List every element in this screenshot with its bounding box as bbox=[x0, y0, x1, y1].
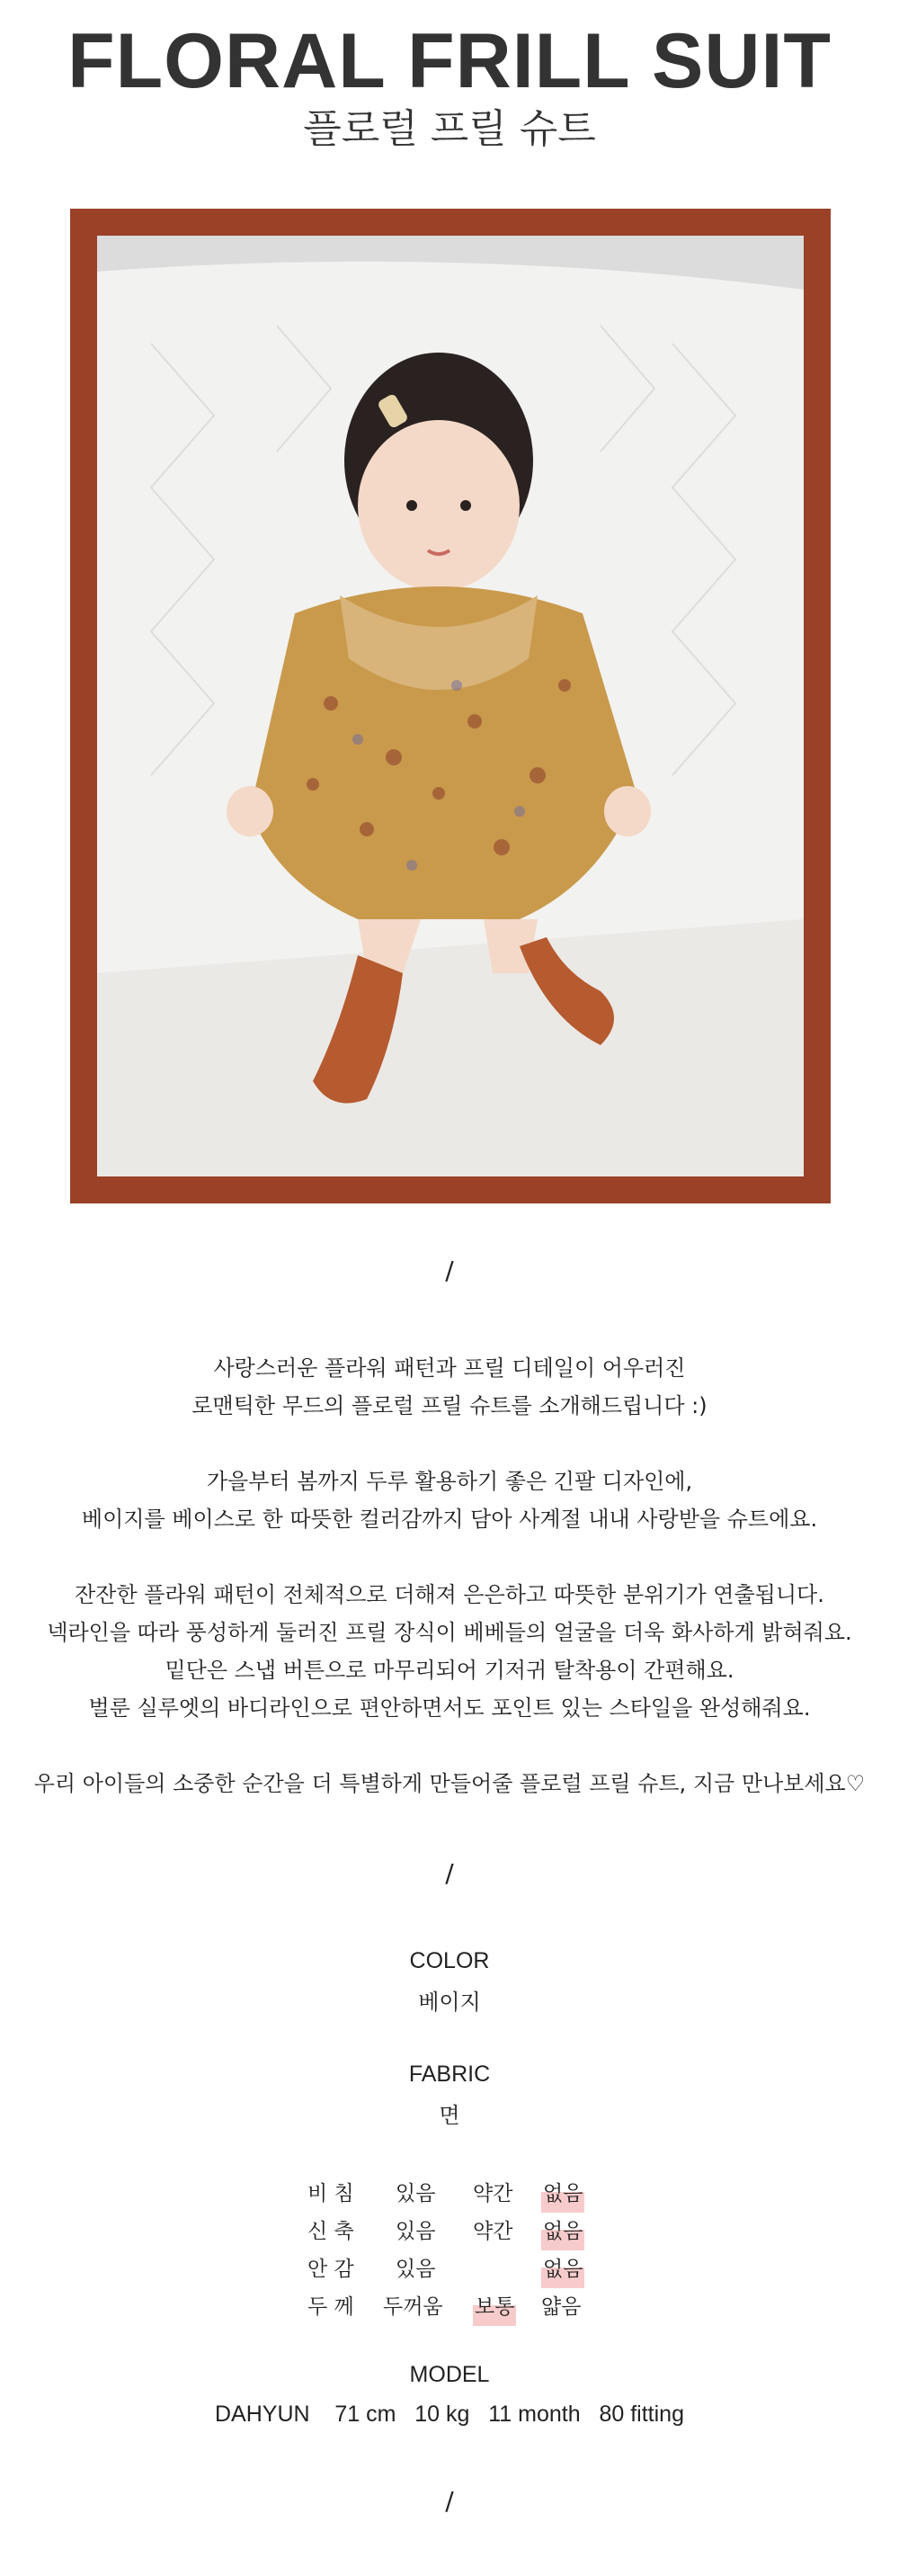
spec-option: 있음 bbox=[396, 2182, 436, 2205]
model-label: MODEL bbox=[409, 2362, 490, 2387]
spec-row-thickness bbox=[297, 2288, 602, 2326]
detail-line-3: 밑단은 스냅 버튼으로 마무리되어 기저귀 탈착용이 간편해요. bbox=[165, 1658, 734, 1683]
spec-name: 신 축 bbox=[307, 2220, 354, 2243]
design-line-2: 베이지를 베이스로 한 따뜻한 컬러감까지 담아 사계절 내내 사랑받을 슈트에요. bbox=[81, 1507, 818, 1532]
spec-option-selected: 없음 bbox=[541, 2250, 584, 2288]
intro-line-1: 사랑스러운 플라워 패턴과 프릴 디테일이 어우러진 bbox=[213, 1355, 686, 1381]
separator-1: / bbox=[445, 1256, 454, 1285]
color-label: COLOR bbox=[409, 1948, 490, 1973]
model-info: DAHYUN 71 cm 10 kg 11 month 80 fitting bbox=[215, 2402, 684, 2427]
spec-option: 얇음 bbox=[541, 2295, 582, 2319]
spec-row-stretch bbox=[297, 2213, 602, 2250]
spec-option-selected: 보통 bbox=[473, 2288, 516, 2326]
spec-row-transparency bbox=[297, 2175, 602, 2213]
fabric-value: 면 bbox=[439, 2103, 460, 2128]
color-value: 베이지 bbox=[418, 1990, 481, 2015]
detail-paragraph bbox=[0, 1576, 899, 1727]
separator-3: / bbox=[445, 2486, 454, 2516]
separator-2: / bbox=[445, 1858, 454, 1888]
spec-option: 약간 bbox=[473, 2220, 513, 2243]
intro-line-2: 로맨틱한 무드의 플로럴 프릴 슈트를 소개해드립니다 :) bbox=[191, 1393, 708, 1418]
detail-line-4: 벌룬 실루엣의 바디라인으로 편안하면서도 포인트 있는 스타일을 완성해줘요. bbox=[88, 1695, 811, 1721]
photo-frame bbox=[70, 209, 831, 1203]
closing-paragraph bbox=[0, 1765, 899, 1802]
fabric-label: FABRIC bbox=[408, 2062, 491, 2087]
spec-name: 두 께 bbox=[307, 2295, 354, 2319]
spec-option: 있음 bbox=[396, 2258, 436, 2281]
spec-option: 두꺼움 bbox=[383, 2295, 443, 2319]
spec-name: 비 침 bbox=[307, 2182, 354, 2205]
product-title: FLORAL FRILL SUIT bbox=[67, 18, 832, 104]
spec-option-selected: 없음 bbox=[541, 2175, 584, 2213]
product-photo bbox=[97, 236, 804, 1176]
closing-line: 우리 아이들의 소중한 순간을 더 특별하게 만들어줄 플로럴 프릴 슈트, 지금 만나보세요♡ bbox=[33, 1771, 866, 1796]
spec-option: 약간 bbox=[473, 2182, 513, 2205]
spec-option-selected: 없음 bbox=[541, 2213, 584, 2250]
spec-row-lining bbox=[297, 2250, 602, 2288]
product-subtitle: 플로럴 프릴 슈트 bbox=[303, 106, 596, 152]
spec-name: 안 감 bbox=[307, 2258, 354, 2281]
design-line-1: 가을부터 봄까지 두루 활용하기 좋은 긴팔 디자인에, bbox=[206, 1469, 693, 1494]
design-paragraph bbox=[0, 1462, 899, 1538]
spec-option: 있음 bbox=[396, 2220, 436, 2243]
fabric-spec-table bbox=[297, 2175, 602, 2326]
intro-paragraph bbox=[0, 1349, 899, 1425]
detail-line-1: 잔잔한 플라워 패턴이 전체적으로 더해져 은은하고 따뜻한 분위기가 연출됩니다. bbox=[75, 1582, 824, 1607]
detail-line-2: 넥라인을 따라 풍성하게 둘러진 프릴 장식이 베베들의 얼굴을 더욱 화사하게 밝혀줘요. bbox=[47, 1620, 852, 1645]
